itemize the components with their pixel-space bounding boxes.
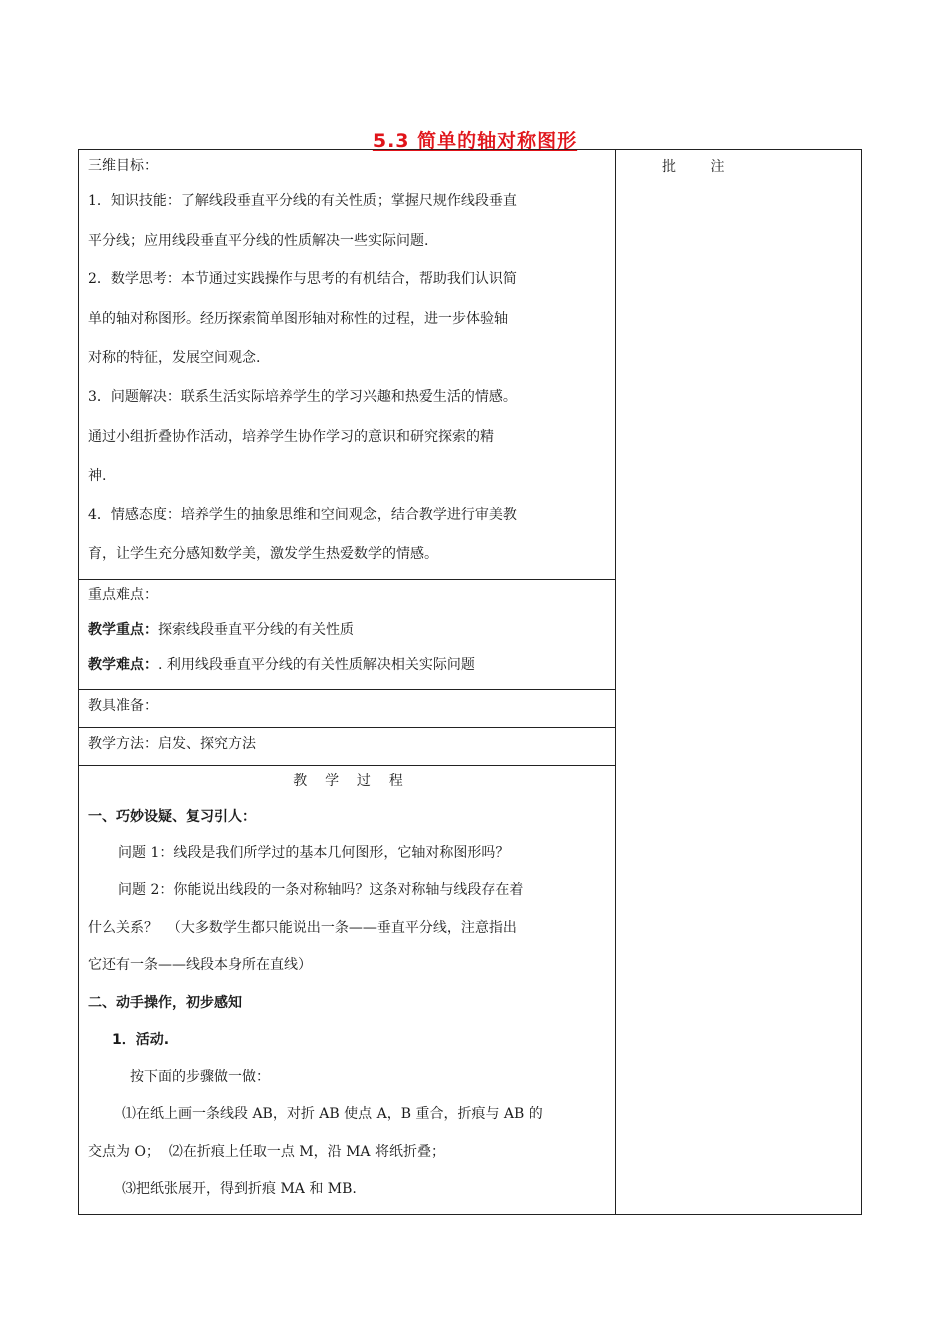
section-heading: 一、巧妙设疑、复习引人： <box>88 809 256 825</box>
question-1: 问题 1：线段是我们所学过的基本几何图形，它轴对称图形吗？ <box>118 845 510 861</box>
focus-label: 教学重点： <box>88 622 158 638</box>
steps-intro: 按下面的步骤做一做： <box>130 1069 270 1085</box>
focus-text: 探索线段垂直平分线的有关性质 <box>158 622 354 638</box>
difficulty-label: 教学难点： <box>88 657 158 673</box>
teaching-difficulty <box>88 654 475 674</box>
goals-line: 1．知识技能：了解线段垂直平分线的有关性质；掌握尺规作线段垂直 <box>88 193 517 209</box>
activity-heading: 1．活动. <box>112 1032 170 1048</box>
method-label: 教学方法：启发、探究方法 <box>88 736 256 752</box>
tools-label: 教具准备： <box>88 698 158 714</box>
column-divider <box>615 150 616 1214</box>
goals-line: 3．问题解决：联系生活实际培养学生的学习兴趣和热爱生活的情感。 <box>88 389 517 405</box>
lesson-plan-table <box>78 149 862 1215</box>
question-2-line: 什么关系？ （大多数学生都只能说出一条——垂直平分线，注意指出 <box>88 920 517 936</box>
process-cell <box>88 765 608 1215</box>
section-heading: 二、动手操作，初步感知 <box>88 995 242 1011</box>
goals-line: 通过小组折叠协作活动，培养学生协作学习的意识和研究探索的精 <box>88 429 494 445</box>
difficulty-text: . 利用线段垂直平分线的有关性质解决相关实际问题 <box>158 657 475 673</box>
goals-line: 对称的特征，发展空间观念. <box>88 350 261 366</box>
goals-heading: 三维目标： <box>88 158 158 174</box>
question-2-line: 问题 2：你能说出线段的一条对称轴吗？这条对称轴与线段存在着 <box>118 882 524 898</box>
goals-line: 育，让学生充分感知数学美，激发学生热爱数学的情感。 <box>88 546 438 562</box>
step-line: ⑴在纸上画一条线段 AB，对折 AB 使点 A，B 重合，折痕与 AB 的 <box>122 1106 543 1122</box>
goals-line: 平分线；应用线段垂直平分线的性质解决一些实际问题. <box>88 233 429 249</box>
keypoints-cell <box>88 579 608 689</box>
tools-cell <box>88 689 608 727</box>
step-line: 交点为 O； ⑵在折痕上任取一点 M，沿 MA 将纸折叠； <box>88 1144 445 1160</box>
goals-cell <box>88 150 608 579</box>
goals-line: 神. <box>88 468 107 484</box>
goals-line: 2．数学思考：本节通过实践操作与思考的有机结合，帮助我们认识简 <box>88 271 517 287</box>
goals-line: 单的轴对称图形。经历探索简单图形轴对称性的过程，进一步体验轴 <box>88 311 508 327</box>
process-heading: 教 学 过 程 <box>293 773 403 789</box>
question-2-line: 它还有一条——线段本身所在直线） <box>88 957 312 973</box>
step-line: ⑶把纸张展开，得到折痕 MA 和 MB. <box>122 1181 357 1197</box>
page-title: 5.3 简单的轴对称图形 <box>372 130 578 152</box>
annotation-column-header: 批 注 <box>662 159 725 175</box>
keypoints-heading: 重点难点： <box>88 587 158 603</box>
teaching-focus <box>88 619 354 639</box>
goals-line: 4．情感态度：培养学生的抽象思维和空间观念，结合教学进行审美教 <box>88 507 517 523</box>
method-cell <box>88 727 608 765</box>
